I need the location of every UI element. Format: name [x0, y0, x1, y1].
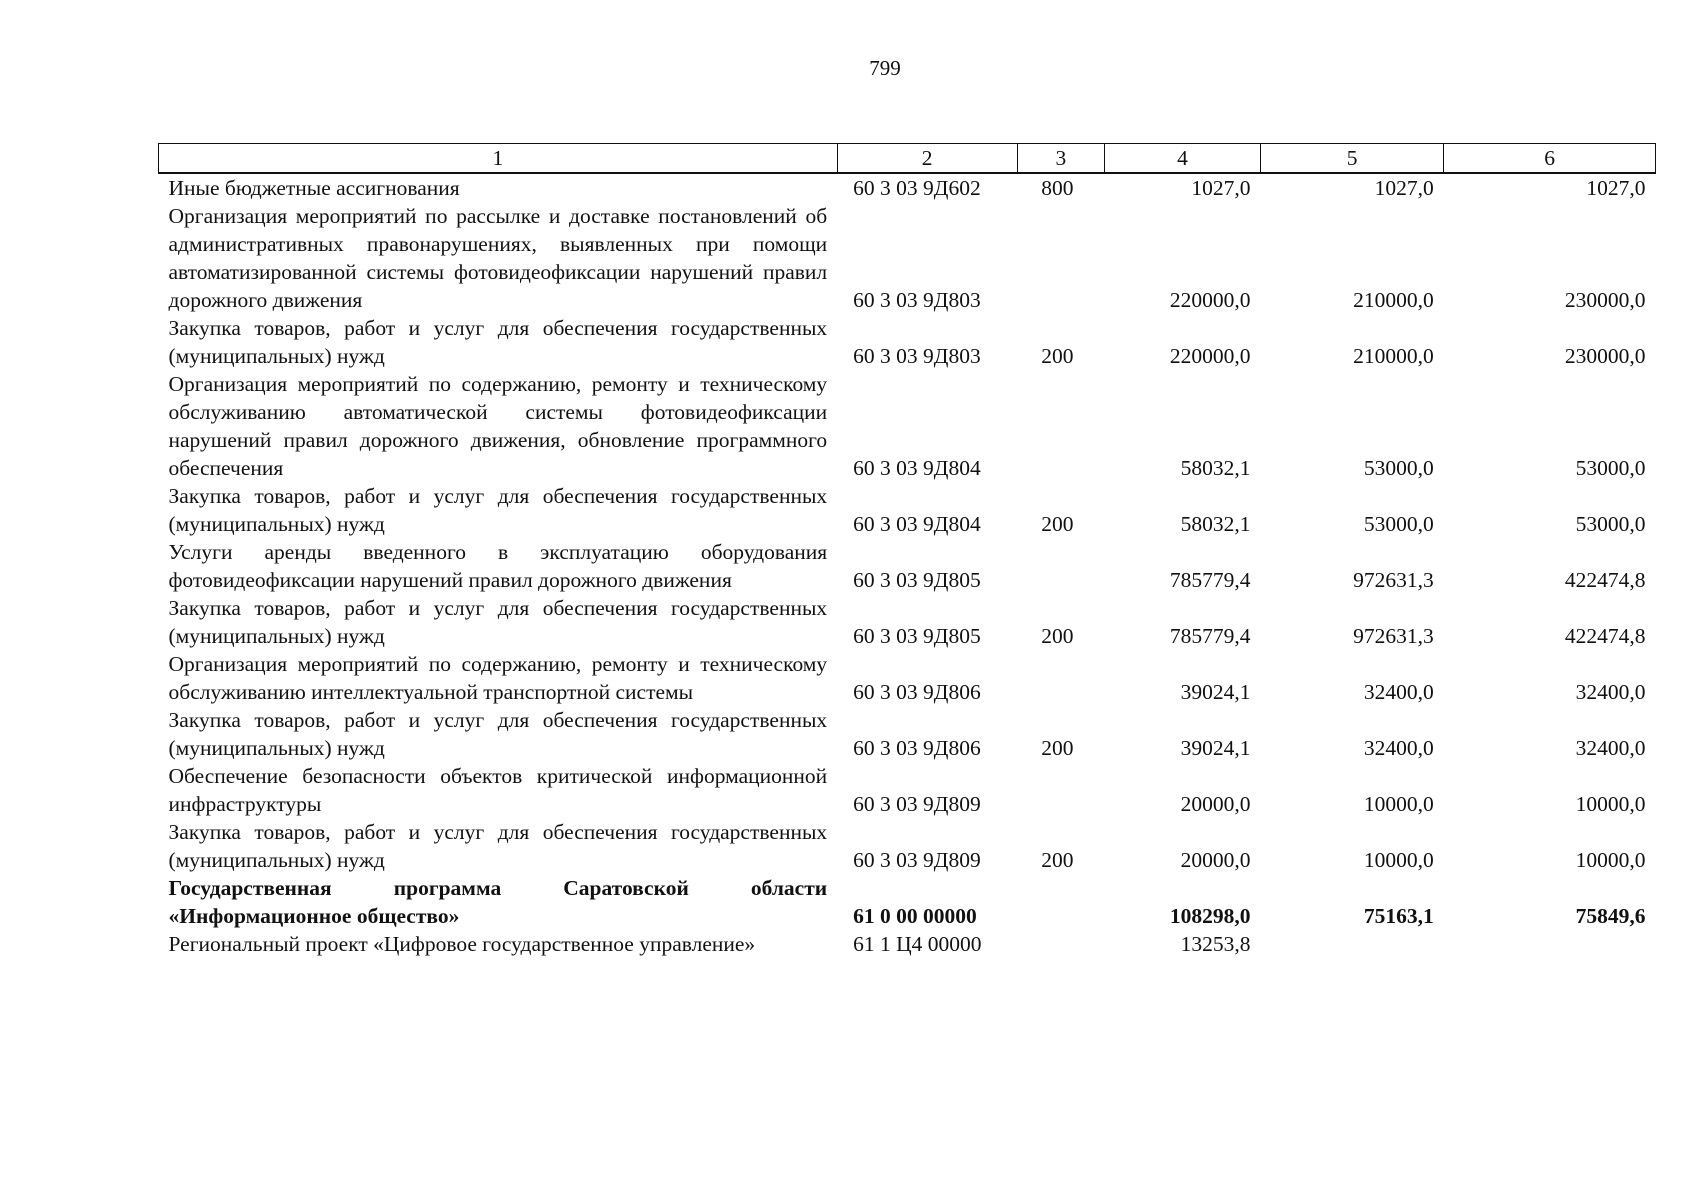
row-amount-1: 39024,1 [1180, 736, 1251, 760]
row-amount-2: 53000,0 [1363, 512, 1434, 536]
table-row [159, 706, 1656, 762]
row-amount-3: 422474,8 [1564, 568, 1646, 592]
row-amount-3: 53000,0 [1575, 512, 1646, 536]
row-amount-3 [1444, 930, 1656, 958]
table-row [159, 538, 1656, 594]
row-name: Региональный проект «Цифровое государственное управление» [168, 932, 756, 956]
row-amount-3: 422474,8 [1564, 624, 1646, 648]
row-code: 60 3 03 9Д804 [853, 456, 981, 480]
row-amount-1: 13253,8 [1180, 932, 1251, 956]
table-row [159, 370, 1656, 482]
table-row [159, 202, 1656, 314]
row-amount-2: 32400,0 [1363, 736, 1434, 760]
row-expense-type [1017, 650, 1104, 706]
row-amount-2: 53000,0 [1363, 456, 1434, 480]
row-amount-1: 220000,0 [1169, 344, 1251, 368]
row-code: 60 3 03 9Д806 [853, 736, 981, 760]
row-name: Закупка товаров, работ и услуг для обеспечения государственных (муниципальных) нужд [168, 820, 828, 872]
page-number: 799 [869, 56, 901, 80]
column-header-amount-2: 5 [1260, 144, 1443, 174]
row-amount-3: 1027,0 [1586, 176, 1646, 200]
row-code: 60 3 03 9Д804 [853, 512, 981, 536]
row-amount-1: 39024,1 [1180, 680, 1251, 704]
row-amount-1: 20000,0 [1180, 792, 1251, 816]
row-expense-type: 200 [1041, 512, 1074, 536]
row-expense-type [1017, 930, 1104, 958]
row-expense-type [1017, 370, 1104, 482]
row-amount-3: 32400,0 [1575, 680, 1646, 704]
row-amount-2: 972631,3 [1353, 568, 1434, 592]
row-amount-2: 210000,0 [1353, 288, 1434, 312]
column-header-amount-3: 6 [1444, 144, 1656, 174]
row-amount-3: 10000,0 [1575, 848, 1646, 872]
table-body [159, 173, 1656, 958]
row-amount-3: 75849,6 [1575, 904, 1646, 928]
row-name: Организация мероприятий по рассылке и доставке постановлений об административных правонарушениях, выявленных при помощи автоматизированной системы фотовидеофиксации нарушений правил дорожного движения [168, 204, 828, 312]
column-header-code: 2 [837, 144, 1017, 174]
table-row [159, 762, 1656, 818]
row-amount-2: 10000,0 [1363, 848, 1434, 872]
row-expense-type: 200 [1041, 624, 1074, 648]
row-expense-type: 200 [1041, 848, 1074, 872]
row-expense-type: 200 [1041, 736, 1074, 760]
row-amount-2: 972631,3 [1353, 624, 1434, 648]
row-amount-1: 220000,0 [1169, 288, 1251, 312]
row-code: 61 1 Ц4 00000 [853, 932, 982, 956]
row-amount-1: 785779,4 [1169, 624, 1251, 648]
row-name: Закупка товаров, работ и услуг для обеспечения государственных (муниципальных) нужд [168, 708, 828, 760]
row-name: Иные бюджетные ассигнования [168, 176, 460, 200]
row-code: 60 3 03 9Д809 [853, 848, 981, 872]
row-name: Обеспечение безопасности объектов критической информационной инфраструктуры [168, 764, 828, 816]
row-amount-2 [1260, 930, 1443, 958]
table-row [159, 818, 1656, 874]
row-expense-type [1017, 538, 1104, 594]
column-header-name: 1 [159, 144, 838, 174]
row-expense-type: 200 [1041, 344, 1074, 368]
row-amount-3: 10000,0 [1575, 792, 1646, 816]
table-row [159, 314, 1656, 370]
row-code: 60 3 03 9Д805 [853, 568, 981, 592]
row-code: 61 0 00 00000 [853, 904, 977, 928]
row-amount-3: 32400,0 [1575, 736, 1646, 760]
column-header-expense-type: 3 [1017, 144, 1104, 174]
column-header-amount-1: 4 [1104, 144, 1260, 174]
table-row [159, 482, 1656, 538]
row-expense-type: 800 [1041, 176, 1074, 200]
row-name: Организация мероприятий по содержанию, ремонту и техническому обслуживанию интеллектуальной транспортной системы [168, 652, 828, 704]
row-name: Закупка товаров, работ и услуг для обеспечения государственных (муниципальных) нужд [168, 596, 828, 648]
row-code: 60 3 03 9Д803 [853, 288, 981, 312]
row-amount-1: 108298,0 [1169, 904, 1251, 928]
row-code: 60 3 03 9Д602 [853, 176, 981, 200]
row-amount-2: 10000,0 [1363, 792, 1434, 816]
row-amount-2: 75163,1 [1363, 904, 1434, 928]
table-header [159, 144, 1656, 174]
row-amount-1: 1027,0 [1191, 176, 1251, 200]
row-amount-3: 230000,0 [1564, 344, 1646, 368]
row-code: 60 3 03 9Д809 [853, 792, 981, 816]
budget-table [158, 143, 1656, 958]
row-amount-2: 1027,0 [1374, 176, 1434, 200]
row-expense-type [1017, 874, 1104, 930]
row-amount-3: 53000,0 [1575, 456, 1646, 480]
row-code: 60 3 03 9Д805 [853, 624, 981, 648]
row-amount-1: 20000,0 [1180, 848, 1251, 872]
row-expense-type [1017, 762, 1104, 818]
row-name: Закупка товаров, работ и услуг для обеспечения государственных (муниципальных) нужд [168, 316, 828, 368]
row-amount-3: 230000,0 [1564, 288, 1646, 312]
row-name: Организация мероприятий по содержанию, ремонту и техническому обслуживанию автоматической системы фотовидеофиксации нарушений правил дорожного движения, обновление программного обеспечения [168, 372, 828, 480]
row-name: Услуги аренды введенного в эксплуатацию оборудования фотовидеофиксации нарушений правил дорожного движения [168, 540, 828, 592]
table-row [159, 650, 1656, 706]
row-name: Закупка товаров, работ и услуг для обеспечения государственных (муниципальных) нужд [168, 484, 828, 536]
table-row [159, 930, 1656, 958]
row-amount-1: 58032,1 [1180, 512, 1251, 536]
row-name: Государственная программа Саратовской области «Информационное общество» [168, 876, 828, 928]
table-row [159, 173, 1656, 202]
table-row [159, 874, 1656, 930]
row-amount-2: 210000,0 [1353, 344, 1434, 368]
row-code: 60 3 03 9Д803 [853, 344, 981, 368]
row-code: 60 3 03 9Д806 [853, 680, 981, 704]
header-row [159, 144, 1656, 174]
row-expense-type [1017, 202, 1104, 314]
row-amount-1: 58032,1 [1180, 456, 1251, 480]
row-amount-1: 785779,4 [1169, 568, 1251, 592]
row-amount-2: 32400,0 [1363, 680, 1434, 704]
table-row [159, 594, 1656, 650]
